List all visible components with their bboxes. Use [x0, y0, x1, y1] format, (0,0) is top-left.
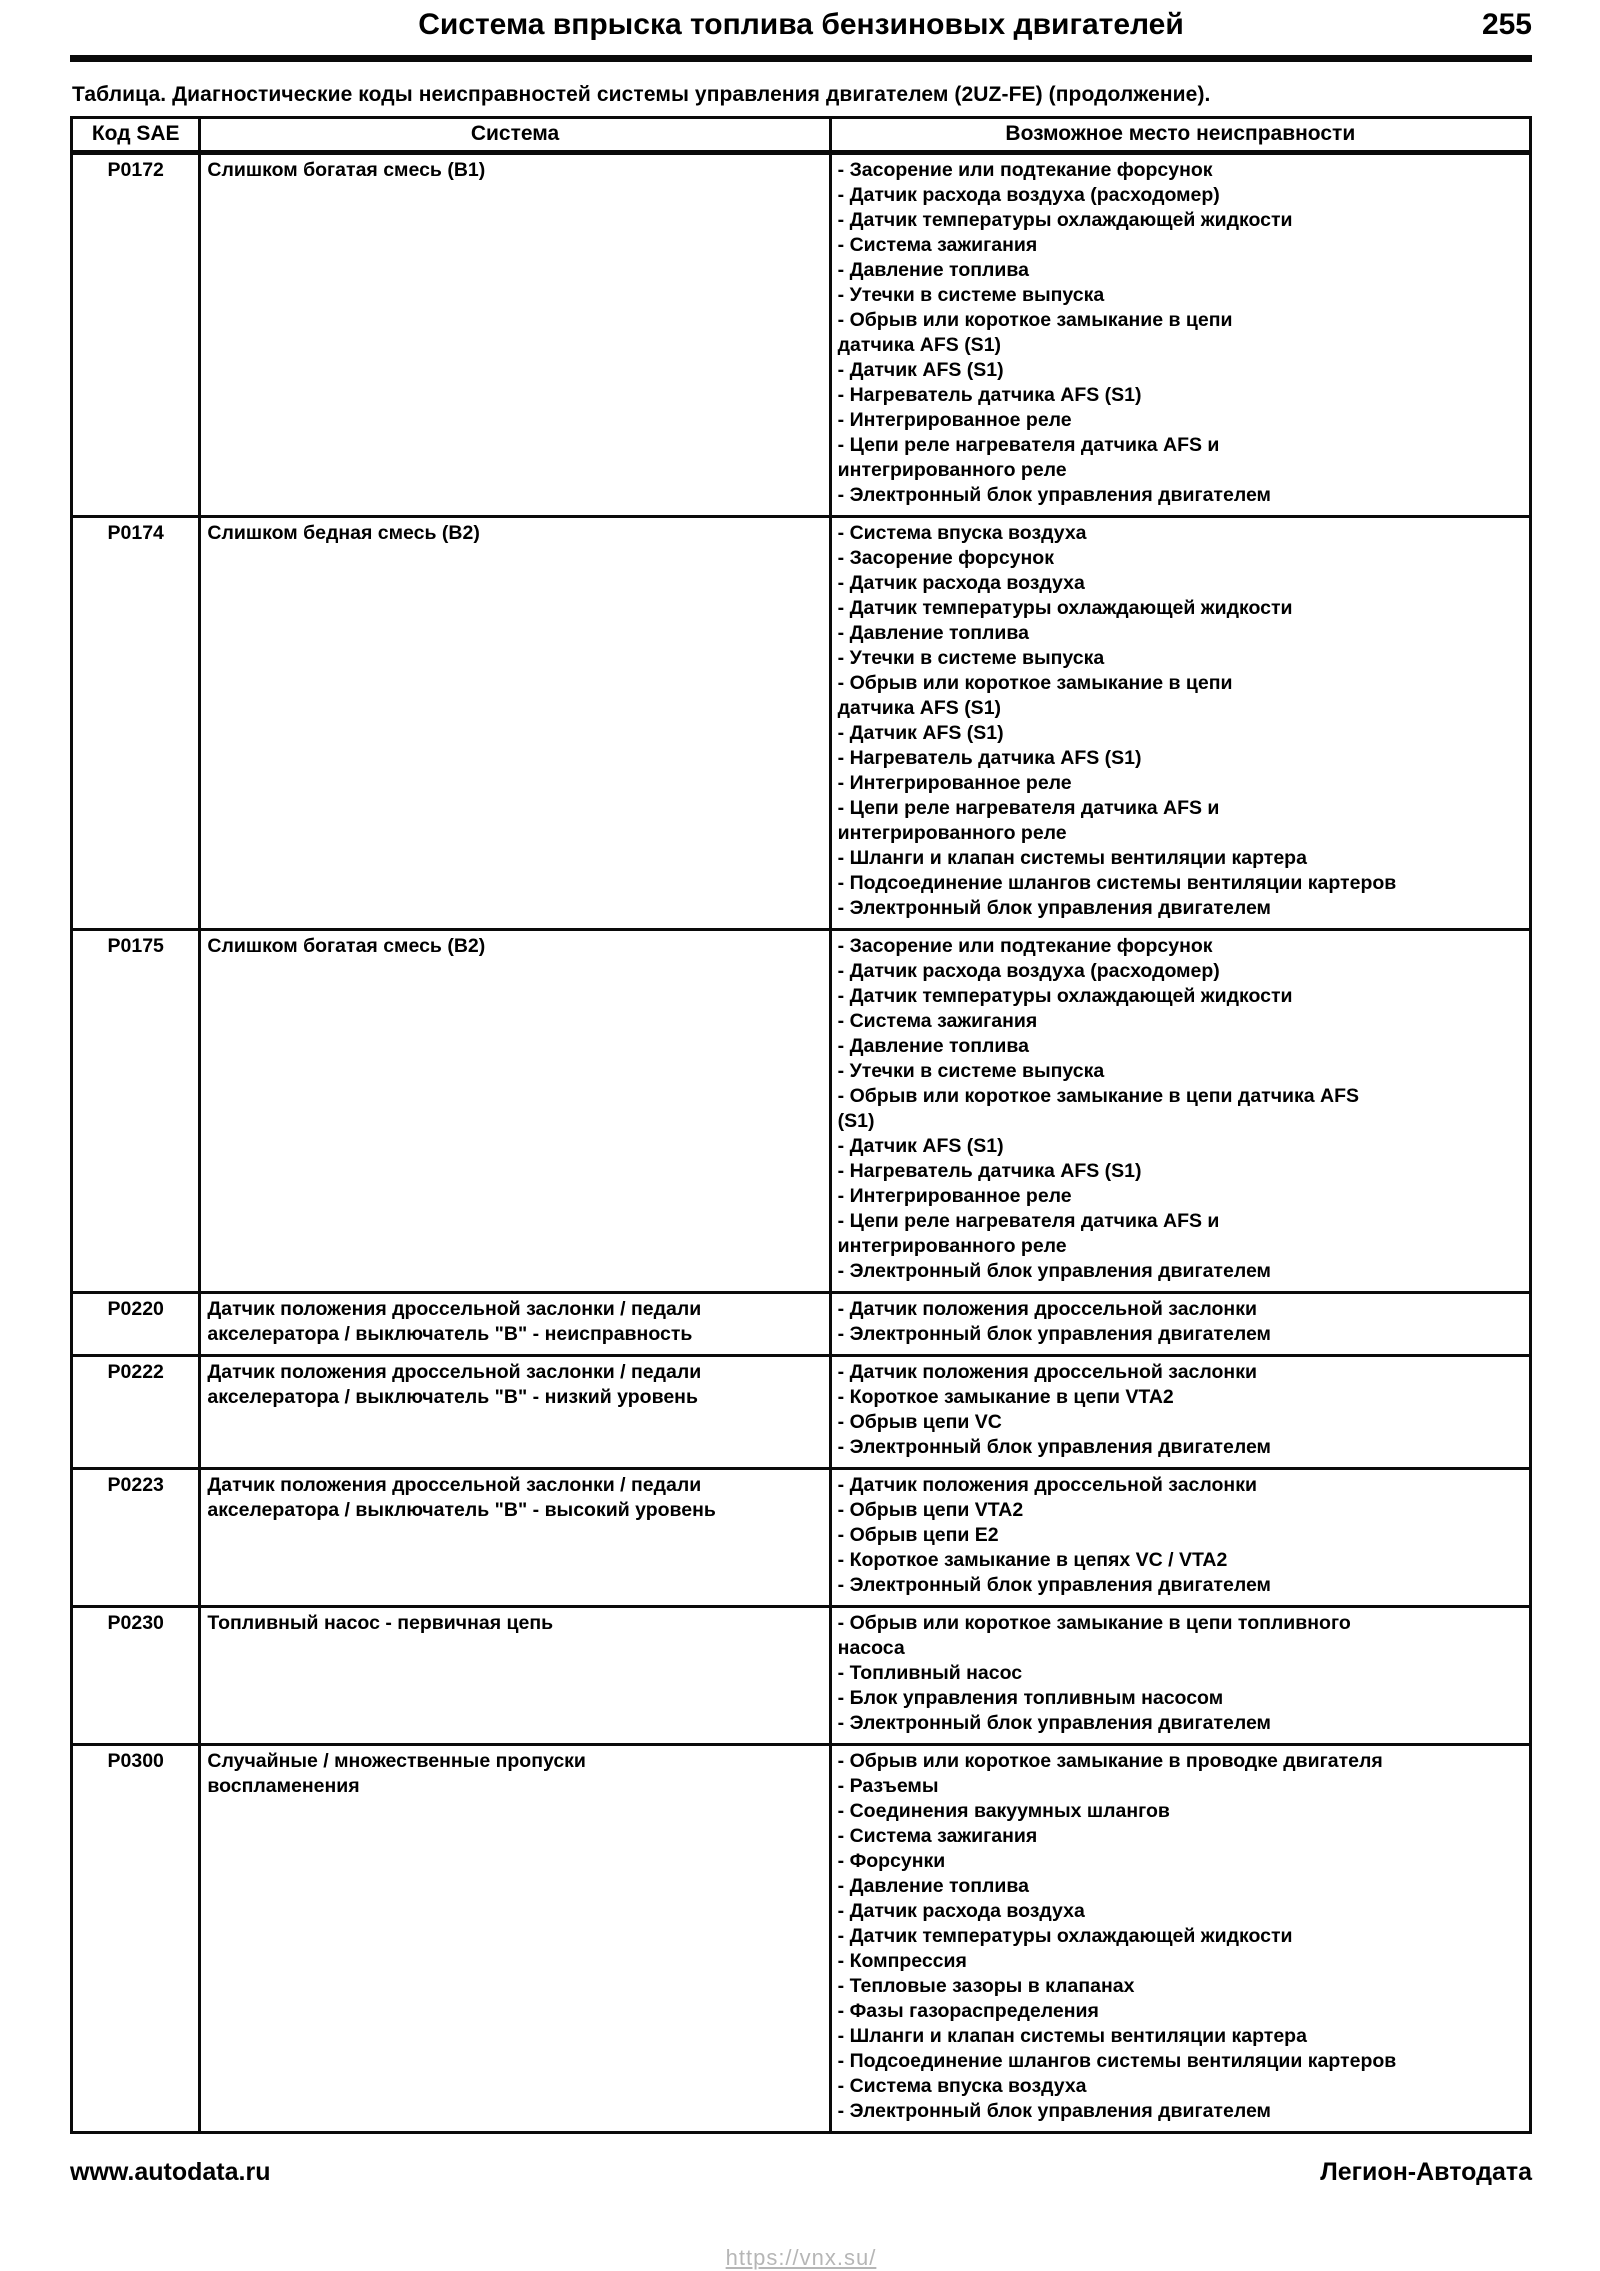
text-line: Топливный насос - первичная цепь: [207, 1612, 554, 1634]
text-line: - Нагреватель датчика AFS (S1): [837, 747, 1142, 769]
text-line: Слишком бедная смесь (B2): [207, 522, 480, 544]
text-line: - Нагреватель датчика AFS (S1): [837, 384, 1142, 406]
text-line: - Система зажигания: [837, 234, 1038, 256]
text-line: - Датчик положения дроссельной заслонки: [837, 1474, 1257, 1496]
text-line: - Обрыв цепи VC: [837, 1411, 1002, 1433]
cell-system: [200, 1607, 830, 1745]
text-line: - Засорение форсунок: [837, 547, 1054, 569]
text-line: интегрированного реле: [837, 822, 1067, 844]
text-line: - Электронный блок управления двигателем: [837, 484, 1271, 506]
text-line: - Утечки в системе выпуска: [837, 1060, 1105, 1082]
text-line: - Электронный блок управления двигателем: [837, 897, 1271, 919]
cell-fault-location: [830, 153, 1530, 517]
text-line: - Давление топлива: [837, 622, 1029, 644]
page-title: Система впрыска топлива бензиновых двигателей: [418, 8, 1184, 41]
table-row: [72, 930, 1531, 1293]
text-line: насоса: [837, 1637, 905, 1659]
cell-fault-location: [830, 1356, 1530, 1469]
text-line: - Подсоединение шлангов системы вентиляции картеров: [837, 2050, 1397, 2072]
table-body: [72, 153, 1531, 2133]
text-line: - Топливный насос: [837, 1662, 1023, 1684]
text-line: - Датчик температуры охлаждающей жидкости: [837, 597, 1293, 619]
text-line: датчика AFS (S1): [837, 697, 1002, 719]
table-row: [72, 1356, 1531, 1469]
table-row: [72, 517, 1531, 930]
cell-fault-location: [830, 1469, 1530, 1607]
text-line: - Обрыв или короткое замыкание в проводке двигателя: [837, 1750, 1383, 1772]
table-row: [72, 1293, 1531, 1356]
text-line: - Система зажигания: [837, 1010, 1038, 1032]
text-line: - Система впуска воздуха: [837, 2075, 1087, 2097]
cell-fault-location: [830, 1745, 1530, 2133]
text-line: - Датчик расхода воздуха (расходомер): [837, 960, 1220, 982]
text-line: - Утечки в системе выпуска: [837, 647, 1105, 669]
watermark-link[interactable]: https://vnx.su/: [725, 2245, 877, 2270]
cell-sae-code: P0172: [72, 153, 200, 517]
text-line: - Датчик AFS (S1): [837, 1135, 1004, 1157]
text-line: - Утечки в системе выпуска: [837, 284, 1105, 306]
text-line: - Датчик расхода воздуха: [837, 572, 1085, 594]
cell-sae-code: P0222: [72, 1356, 200, 1469]
text-line: - Датчик расхода воздуха: [837, 1900, 1085, 1922]
text-line: - Система зажигания: [837, 1825, 1038, 1847]
text-line: Слишком богатая смесь (B1): [207, 159, 486, 181]
text-line: (S1): [837, 1110, 875, 1132]
text-line: - Электронный блок управления двигателем: [837, 1436, 1271, 1458]
cell-fault-location: [830, 517, 1530, 930]
text-line: - Давление топлива: [837, 1875, 1029, 1897]
text-line: - Интегрированное реле: [837, 409, 1072, 431]
text-line: - Датчик расхода воздуха (расходомер): [837, 184, 1220, 206]
text-line: акселератора / выключатель "B" - низкий уровень: [207, 1386, 698, 1408]
text-line: воспламенения: [207, 1775, 360, 1797]
text-line: - Короткое замыкание в цепи VTA2: [837, 1386, 1174, 1408]
cell-system: [200, 930, 830, 1293]
text-line: Датчик положения дроссельной заслонки / педали: [207, 1361, 702, 1383]
col-header-code: Код SAE: [72, 118, 200, 153]
text-line: интегрированного реле: [837, 459, 1067, 481]
text-line: - Короткое замыкание в цепях VC / VTA2: [837, 1549, 1228, 1571]
text-line: - Шланги и клапан системы вентиляции картера: [837, 2025, 1307, 2047]
text-line: - Датчик положения дроссельной заслонки: [837, 1361, 1257, 1383]
watermark-container: [70, 2245, 1532, 2271]
page-footer: [70, 2158, 1532, 2187]
text-line: - Засорение или подтекание форсунок: [837, 935, 1213, 957]
text-line: - Датчик AFS (S1): [837, 359, 1004, 381]
text-line: - Тепловые зазоры в клапанах: [837, 1975, 1135, 1997]
cell-sae-code: P0175: [72, 930, 200, 1293]
text-line: - Цепи реле нагревателя датчика AFS и: [837, 434, 1220, 456]
text-line: - Электронный блок управления двигателем: [837, 1260, 1271, 1282]
text-line: - Засорение или подтекание форсунок: [837, 159, 1213, 181]
text-line: Датчик положения дроссельной заслонки / педали: [207, 1298, 702, 1320]
cell-system: [200, 517, 830, 930]
text-line: акселератора / выключатель "B" - высокий уровень: [207, 1499, 716, 1521]
footer-publisher: Легион-Автодата: [1320, 2158, 1532, 2186]
text-line: акселератора / выключатель "B" - неисправность: [207, 1323, 693, 1345]
text-line: - Обрыв цепи VTA2: [837, 1499, 1024, 1521]
text-line: - Обрыв или короткое замыкание в цепи датчика AFS: [837, 1085, 1360, 1107]
text-line: - Обрыв или короткое замыкание в цепи: [837, 309, 1233, 331]
table-row: [72, 1607, 1531, 1745]
col-header-fault-location: Возможное место неисправности: [830, 118, 1530, 153]
cell-system: [200, 153, 830, 517]
text-line: - Соединения вакуумных шлангов: [837, 1800, 1170, 1822]
text-line: - Электронный блок управления двигателем: [837, 1574, 1271, 1596]
page-number: 255: [1481, 8, 1532, 41]
text-line: - Форсунки: [837, 1850, 946, 1872]
dtc-table: [70, 116, 1532, 2134]
table-header-row: [72, 118, 1531, 153]
text-line: Слишком богатая смесь (B2): [207, 935, 486, 957]
text-line: - Датчик положения дроссельной заслонки: [837, 1298, 1257, 1320]
table-caption: Таблица. Диагностические коды неисправностей системы управления двигателем (2UZ-FE) (продолжение).: [72, 83, 1211, 106]
cell-sae-code: P0230: [72, 1607, 200, 1745]
table-row: [72, 153, 1531, 517]
text-line: - Обрыв или короткое замыкание в цепи топливного: [837, 1612, 1351, 1634]
text-line: - Цепи реле нагревателя датчика AFS и: [837, 797, 1220, 819]
cell-system: [200, 1293, 830, 1356]
text-line: - Электронный блок управления двигателем: [837, 2100, 1271, 2122]
text-line: - Датчик температуры охлаждающей жидкости: [837, 209, 1293, 231]
text-line: - Датчик AFS (S1): [837, 722, 1004, 744]
text-line: - Интегрированное реле: [837, 772, 1072, 794]
text-line: - Датчик температуры охлаждающей жидкости: [837, 985, 1293, 1007]
cell-fault-location: [830, 930, 1530, 1293]
page-header: [70, 8, 1532, 42]
text-line: - Фазы газораспределения: [837, 2000, 1099, 2022]
cell-system: [200, 1745, 830, 2133]
text-line: - Давление топлива: [837, 1035, 1029, 1057]
text-line: - Блок управления топливным насосом: [837, 1687, 1224, 1709]
text-line: Датчик положения дроссельной заслонки / педали: [207, 1474, 702, 1496]
text-line: - Нагреватель датчика AFS (S1): [837, 1160, 1142, 1182]
text-line: - Электронный блок управления двигателем: [837, 1712, 1271, 1734]
text-line: - Шланги и клапан системы вентиляции картера: [837, 847, 1307, 869]
text-line: датчика AFS (S1): [837, 334, 1002, 356]
footer-site-url: www.autodata.ru: [70, 2158, 271, 2186]
text-line: - Обрыв или короткое замыкание в цепи: [837, 672, 1233, 694]
table-row: [72, 1745, 1531, 2133]
cell-system: [200, 1469, 830, 1607]
cell-sae-code: P0174: [72, 517, 200, 930]
text-line: - Датчик температуры охлаждающей жидкости: [837, 1925, 1293, 1947]
cell-sae-code: P0300: [72, 1745, 200, 2133]
text-line: - Подсоединение шлангов системы вентиляции картеров: [837, 872, 1397, 894]
text-line: - Разъемы: [837, 1775, 939, 1797]
text-line: - Компрессия: [837, 1950, 967, 1972]
cell-sae-code: P0223: [72, 1469, 200, 1607]
table-row: [72, 1469, 1531, 1607]
header-rule: [70, 55, 1532, 62]
text-line: - Интегрированное реле: [837, 1185, 1072, 1207]
text-line: - Электронный блок управления двигателем: [837, 1323, 1271, 1345]
text-line: - Обрыв цепи E2: [837, 1524, 999, 1546]
text-line: - Давление топлива: [837, 259, 1029, 281]
cell-fault-location: [830, 1293, 1530, 1356]
text-line: интегрированного реле: [837, 1235, 1067, 1257]
text-line: Случайные / множественные пропуски: [207, 1750, 586, 1772]
cell-system: [200, 1356, 830, 1469]
cell-fault-location: [830, 1607, 1530, 1745]
text-line: - Цепи реле нагревателя датчика AFS и: [837, 1210, 1220, 1232]
text-line: - Система впуска воздуха: [837, 522, 1087, 544]
col-header-system: Система: [200, 118, 830, 153]
cell-sae-code: P0220: [72, 1293, 200, 1356]
